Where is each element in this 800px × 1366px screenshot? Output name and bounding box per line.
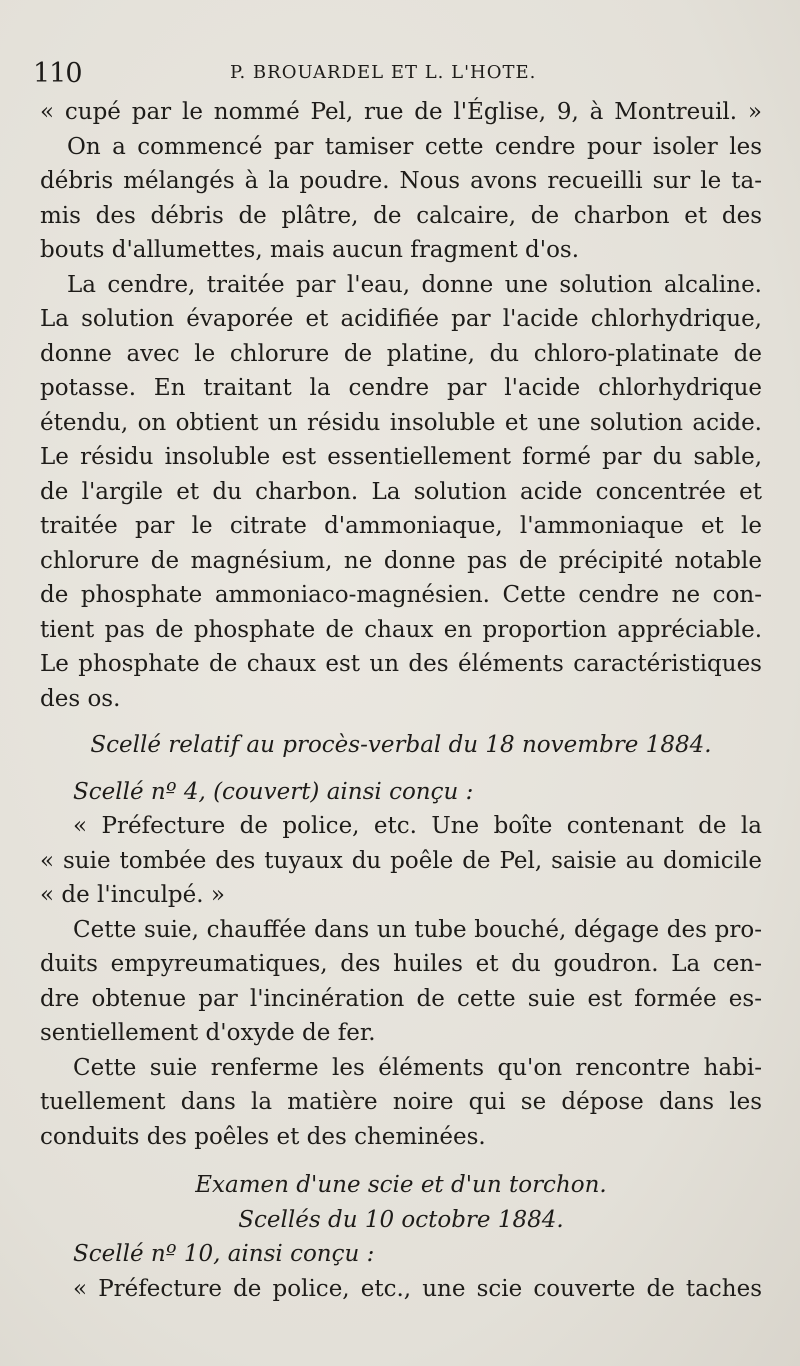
page-header: [30, 56, 770, 92]
text-line: La cendre, traitée par l'eau, donne une solution alcaline.: [67, 271, 762, 298]
page-number: 110: [33, 58, 82, 89]
body-text: [40, 95, 762, 1306]
text-line: tuellement dans la matière noire qui se dépose dans les: [40, 1089, 762, 1115]
text-line: « Préfecture de police, etc., une scie couverte de taches: [73, 1275, 762, 1302]
text-line: Cette suie, chauffée dans un tube bouché, dégage des pro-: [73, 916, 762, 943]
text-line: de phosphate ammoniaco-magnésien. Cette cendre ne con-: [40, 582, 762, 608]
text-line: dre obtenue par l'incinération de cette suie est formée es-: [40, 985, 762, 1012]
text-line: La solution évaporée et acidifiée par l'acide chlorhydrique,: [40, 306, 762, 332]
text-line: sentiellement d'oxyde de fer.: [40, 1020, 376, 1046]
text-line: Le phosphate de chaux est un des éléments caractéristiques: [40, 651, 762, 677]
text-line: étendu, on obtient un résidu insoluble et une solution acide.: [40, 409, 762, 436]
section-subheading: Scellés du 10 octobre 1884.: [238, 1206, 564, 1233]
text-line: duits empyreumatiques, des huiles et du goudron. La cen-: [40, 951, 762, 977]
text-line: mis des débris de plâtre, de calcaire, de charbon et des: [40, 202, 762, 229]
text-line: « cupé par le nommé Pel, rue de l'Église, 9, à Montreuil. »: [40, 99, 762, 125]
seal-label: Scellé nº 10, ainsi conçu :: [73, 1241, 375, 1267]
text-line: On a commencé par tamiser cette cendre pour isoler les: [67, 133, 762, 160]
text-line: traitée par le citrate d'ammoniaque, l'ammoniaque et le: [40, 513, 762, 539]
text-line: Cette suie renferme les éléments qu'on rencontre habi-: [73, 1054, 762, 1081]
text-line: « suie tombée des tuyaux du poêle de Pel, saisie au domicile: [40, 847, 762, 874]
section-heading: Examen d'une scie et d'un torchon.: [195, 1172, 607, 1198]
text-line: débris mélangés à la poudre. Nous avons recueilli sur le ta-: [40, 168, 762, 194]
text-line: conduits des poêles et des cheminées.: [40, 1123, 486, 1150]
text-line: donne avec le chlorure de platine, du chloro-platinate de: [40, 340, 762, 367]
seal-label: Scellé nº 4, (couvert) ainsi conçu :: [73, 778, 474, 805]
text-line: de l'argile et du charbon. La solution acide concentrée et: [40, 478, 762, 505]
text-line: potasse. En traitant la cendre par l'acide chlorhydrique: [40, 375, 762, 401]
text-line: bouts d'allumettes, mais aucun fragment d'os.: [40, 237, 580, 263]
text-line: chlorure de magnésium, ne donne pas de précipité notable: [40, 547, 762, 574]
text-line: des os.: [40, 685, 121, 712]
text-line: « de l'inculpé. »: [40, 882, 225, 908]
text-line: « Préfecture de police, etc. Une boîte contenant de la: [73, 813, 762, 839]
section-heading: Scellé relatif au procès-verbal du 18 novembre 1884.: [90, 732, 712, 758]
text-line: tient pas de phosphate de chaux en proportion appréciable.: [40, 616, 762, 643]
running-head: P. BROUARDEL ET L. L'HOTE.: [230, 62, 537, 83]
text-line: Le résidu insoluble est essentiellement formé par du sable,: [40, 444, 762, 470]
